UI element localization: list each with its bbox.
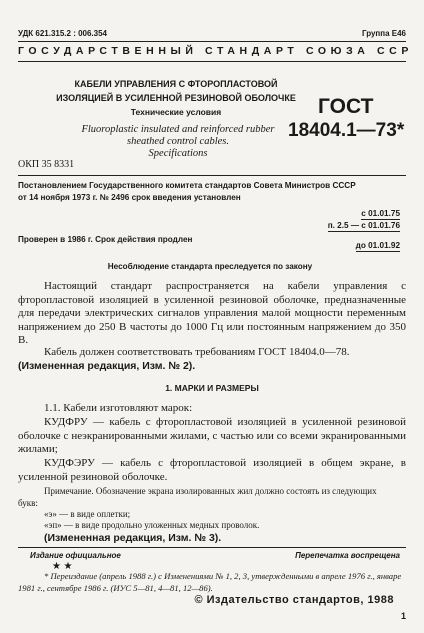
decree-line1: Постановлением Государственного комитета стандартов Совета Министров СССР xyxy=(18,181,356,190)
gost-label: ГОСТ xyxy=(318,95,374,118)
section-paragraph-kudfru: КУДФРУ — кабель с фторопластовой изоляцией в усиленной резиновой оболочке с неэкранированными жилами, с частью или со всеми экранированными жилами; xyxy=(18,416,406,455)
reprint-notice: Перепечатка воспрещена xyxy=(295,551,400,560)
copyright: © Издательство стандартов, 1988 xyxy=(194,594,394,606)
extended-date: до 01.01.92 xyxy=(355,241,400,250)
title-en-line1: Fluoroplastic insulated and reinforced rubber xyxy=(81,124,275,135)
note-item-braid: «э» — в виде оплетки; xyxy=(44,509,131,519)
footer-rule xyxy=(18,547,406,548)
intro-amendment: (Измененная редакция, Изм. № 2). xyxy=(18,360,196,372)
stars-mark: ★ ★ xyxy=(52,561,73,572)
okp-code: ОКП 35 8331 xyxy=(18,159,75,170)
title-en-line3: Specifications xyxy=(148,148,208,159)
note-intro: Примечание. Обозначение экрана изолированных жил должно состоять из следующих букв: xyxy=(18,486,377,508)
effective-date-clause: п. 2.5 — с 01.01.76 xyxy=(327,221,400,230)
title-rule xyxy=(18,175,406,176)
official-edition: Издание официальное xyxy=(30,551,121,560)
standard-banner: ГОСУДАРСТВЕННЫЙ СТАНДАРТ СОЮЗА ССР xyxy=(18,45,413,57)
section-paragraph-1: 1.1. Кабели изготовляют марок: xyxy=(44,402,193,414)
law-warning: Несоблюдение стандарта преследуется по закону xyxy=(107,262,313,271)
group-code: Группа Е46 xyxy=(361,29,406,38)
title-ru-line2: ИЗОЛЯЦИЕЙ В УСИЛЕННОЙ РЕЗИНОВОЙ ОБОЛОЧКЕ xyxy=(56,93,296,103)
section-heading: 1. МАРКИ И РАЗМЕРЫ xyxy=(165,383,259,393)
title-ru-subtitle: Технические условия xyxy=(130,107,222,117)
checked-note: Проверен в 1986 г. Срок действия продлен xyxy=(18,235,193,244)
title-en-line2: sheathed control cables. xyxy=(127,136,229,147)
page-number: 1 xyxy=(400,611,406,621)
section-amendment: (Измененная редакция, Изм. № 3). xyxy=(44,532,222,544)
gost-number: 18404.1—73* xyxy=(288,120,405,141)
reissue-note: * Переиздание (апрель 1988 г.) с Изменениями № 1, 2, 3, утвержденными в апреле 1976 г., январе 1981 г., сентябре 1986 г. (ИУС 5—81, 4—81, 12—86). xyxy=(18,571,402,593)
note-item-wires: «эп» — в виде продольно уложенных медных проволок. xyxy=(44,520,260,530)
decree-line2: от 14 ноября 1973 г. № 2496 срок введения установлен xyxy=(18,193,241,202)
top-rule xyxy=(18,41,406,42)
title-ru-line1: КАБЕЛИ УПРАВЛЕНИЯ С ФТОРОПЛАСТОВОЙ xyxy=(74,79,278,89)
intro-requirement: Кабель должен соответствовать требованиям ГОСТ 18404.0—78. xyxy=(44,346,350,358)
udc-code: УДК 621.315.2 : 006.354 xyxy=(18,29,107,38)
banner-rule xyxy=(18,61,406,62)
intro-paragraph: Настоящий стандарт распространяется на кабели управления с фторопластовой изоляцией в усиленной резиновой оболочке, предназначенные для передачи электрических сигналов управления малой мощности переменным напряжением до 250 В частоты до 1000 Гц или постоянным напряжением до 350 В. xyxy=(18,280,406,346)
effective-date: с 01.01.75 xyxy=(361,209,400,218)
section-paragraph-kudferu: КУДФЭРУ — кабель с фторопластовой изоляцией в общем экране, в усиленной резиновой оболочке. xyxy=(18,457,406,483)
